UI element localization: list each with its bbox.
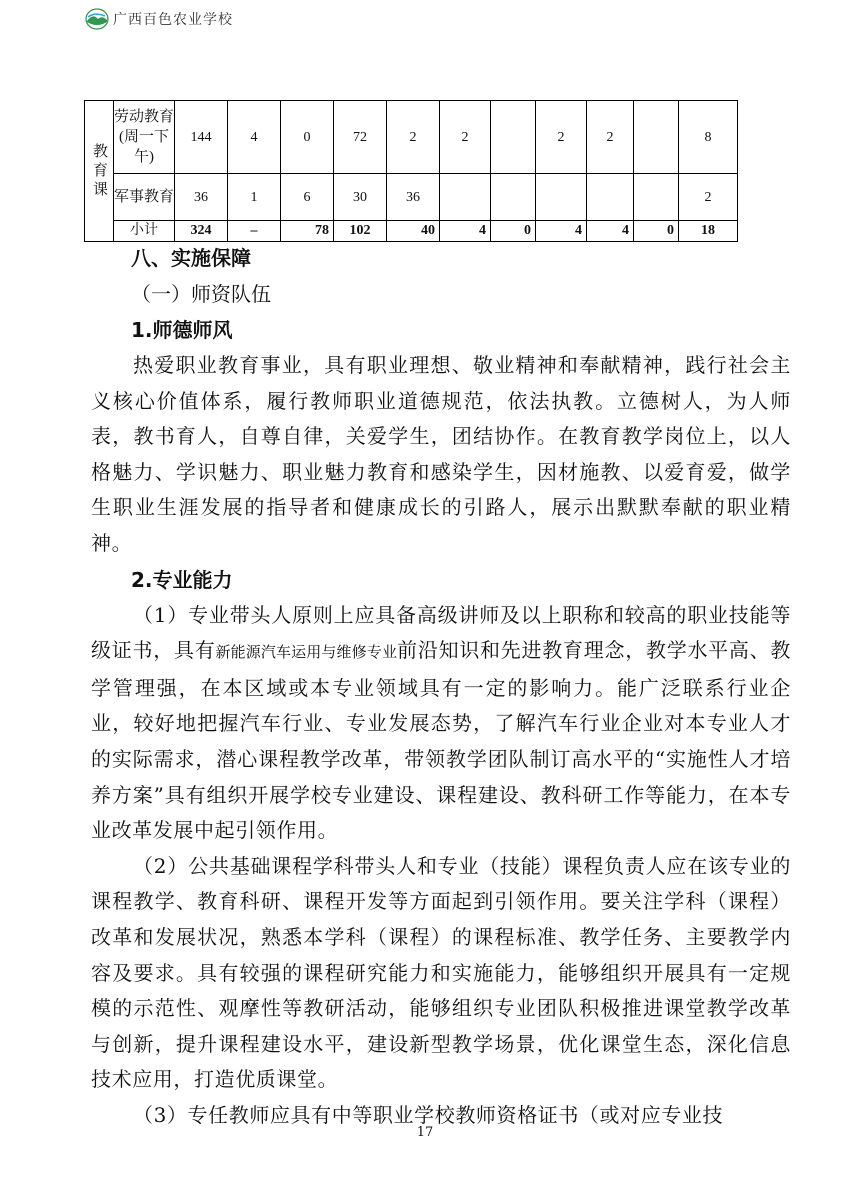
table-cell: 8 [679,101,738,174]
table-cell: 4 [440,221,491,242]
table-cell: 0 [281,101,334,174]
table-cell: 1 [228,174,281,221]
table-row [85,101,738,174]
table-cell: 2 [536,101,587,174]
table-cell: 2 [679,174,738,221]
table-cell: 2 [440,101,491,174]
section-heading: 八、实施保障 [131,246,251,270]
table-cell: 102 [334,221,387,242]
ability-paragraph-1 [91,598,791,849]
course-plan-table [84,100,738,242]
school-logo-icon [85,8,109,30]
table-cell [634,101,679,174]
ethics-paragraph: 热爱职业教育事业，具有职业理想、敬业精神和奉献精神，践行社会主义核心价值体系，履行教师职业道德规范，依法执教。立德树人，为人师表，教书育人，自尊自律，关爱学生，团结协作。在教育教学岗位上，以人格魅力、学识魅力、职业魅力教育和感染学生，因材施教、以爱育爱，做学生职业生涯发展的指导者和健康成长的引路人，展示出默默奉献的职业精神。 [91,353,791,555]
table-cell: 4 [587,221,634,242]
table-cell: 18 [679,221,738,242]
major-name: 新能源汽车运用与维修专业 [215,643,398,662]
table-cell: 144 [175,101,228,174]
table-cell [536,174,587,221]
table-cell: 0 [634,221,679,242]
table-row [85,174,738,221]
ability-paragraph-3: （3）专任教师应具有中等职业学校教师资格证书（或对应专业技 [133,1102,724,1127]
course-cell: 军事教育 [114,174,175,221]
paragraph-text: 前沿知识和先进教育理念，教学水平高、教学管理强，在本区域或本专业领域具有一定的影响力。能广泛联系行业企业，较好地把握汽车行业、专业发展态势，了解汽车行业企业对本专业人才的实际需求，潜心课程教学改革，带领教学团队制订高水平的“实施性人才培养方案”具有组织开展学校专业建设、课程建设、教科研工作等能力，在本专业改革发展中起引领作用。 [91,638,791,843]
paragraph-text: （1）专业带头人原则上应具备高级讲师及以上职称和较高的职业技能等级证书，具有 [91,602,791,663]
table-cell [491,174,536,221]
page-number: 17 [416,1125,434,1140]
table-cell: 2 [587,101,634,174]
table-cell: 30 [334,174,387,221]
ethics-heading: 1.师德师风 [131,318,233,342]
table-cell: 6 [281,174,334,221]
table-cell: 72 [334,101,387,174]
course-cell: 劳动教育(周一下午) [114,101,175,174]
table-cell: 78 [281,221,334,242]
page-header [85,6,233,32]
category-cell: 教育课 [85,101,114,242]
ability-heading: 2.专业能力 [131,567,233,592]
table-cell [440,174,491,221]
table-cell: 2 [387,101,440,174]
table-cell [491,101,536,174]
table-cell: 36 [387,174,440,221]
subsection-heading: （一）师资队伍 [131,282,271,306]
table-cell [587,174,634,221]
subtotal-row [85,221,738,242]
page-content [91,240,791,1133]
ability-paragraph-2: （2）公共基础课程学科带头人和专业（技能）课程负责人应在该专业的课程教学、教育科研、课程开发等方面起到引领作用。要关注学科（课程）改革和发展状况，熟悉本学科（课程）的课程标准、教学任务、主要教学内容及要求。具有较强的课程研究能力和实施能力，能够组织开展具有一定规模的示范性、观摩性等教研活动，能够组织专业团队积极推进课堂教学改革与创新，提升课程建设水平，建设新型教学场景，优化课堂生态，深化信息技术应用，打造优质课堂。 [91,853,791,1092]
table-cell: 0 [491,221,536,242]
school-name: 广西百色农业学校 [113,12,233,28]
table-cell: 4 [228,101,281,174]
subtotal-label: 小计 [114,221,175,242]
table-cell: 324 [175,221,228,242]
table-cell: – [228,221,281,242]
table-cell: 40 [387,221,440,242]
table-cell: 36 [175,174,228,221]
table-cell [634,174,679,221]
table-cell: 4 [536,221,587,242]
